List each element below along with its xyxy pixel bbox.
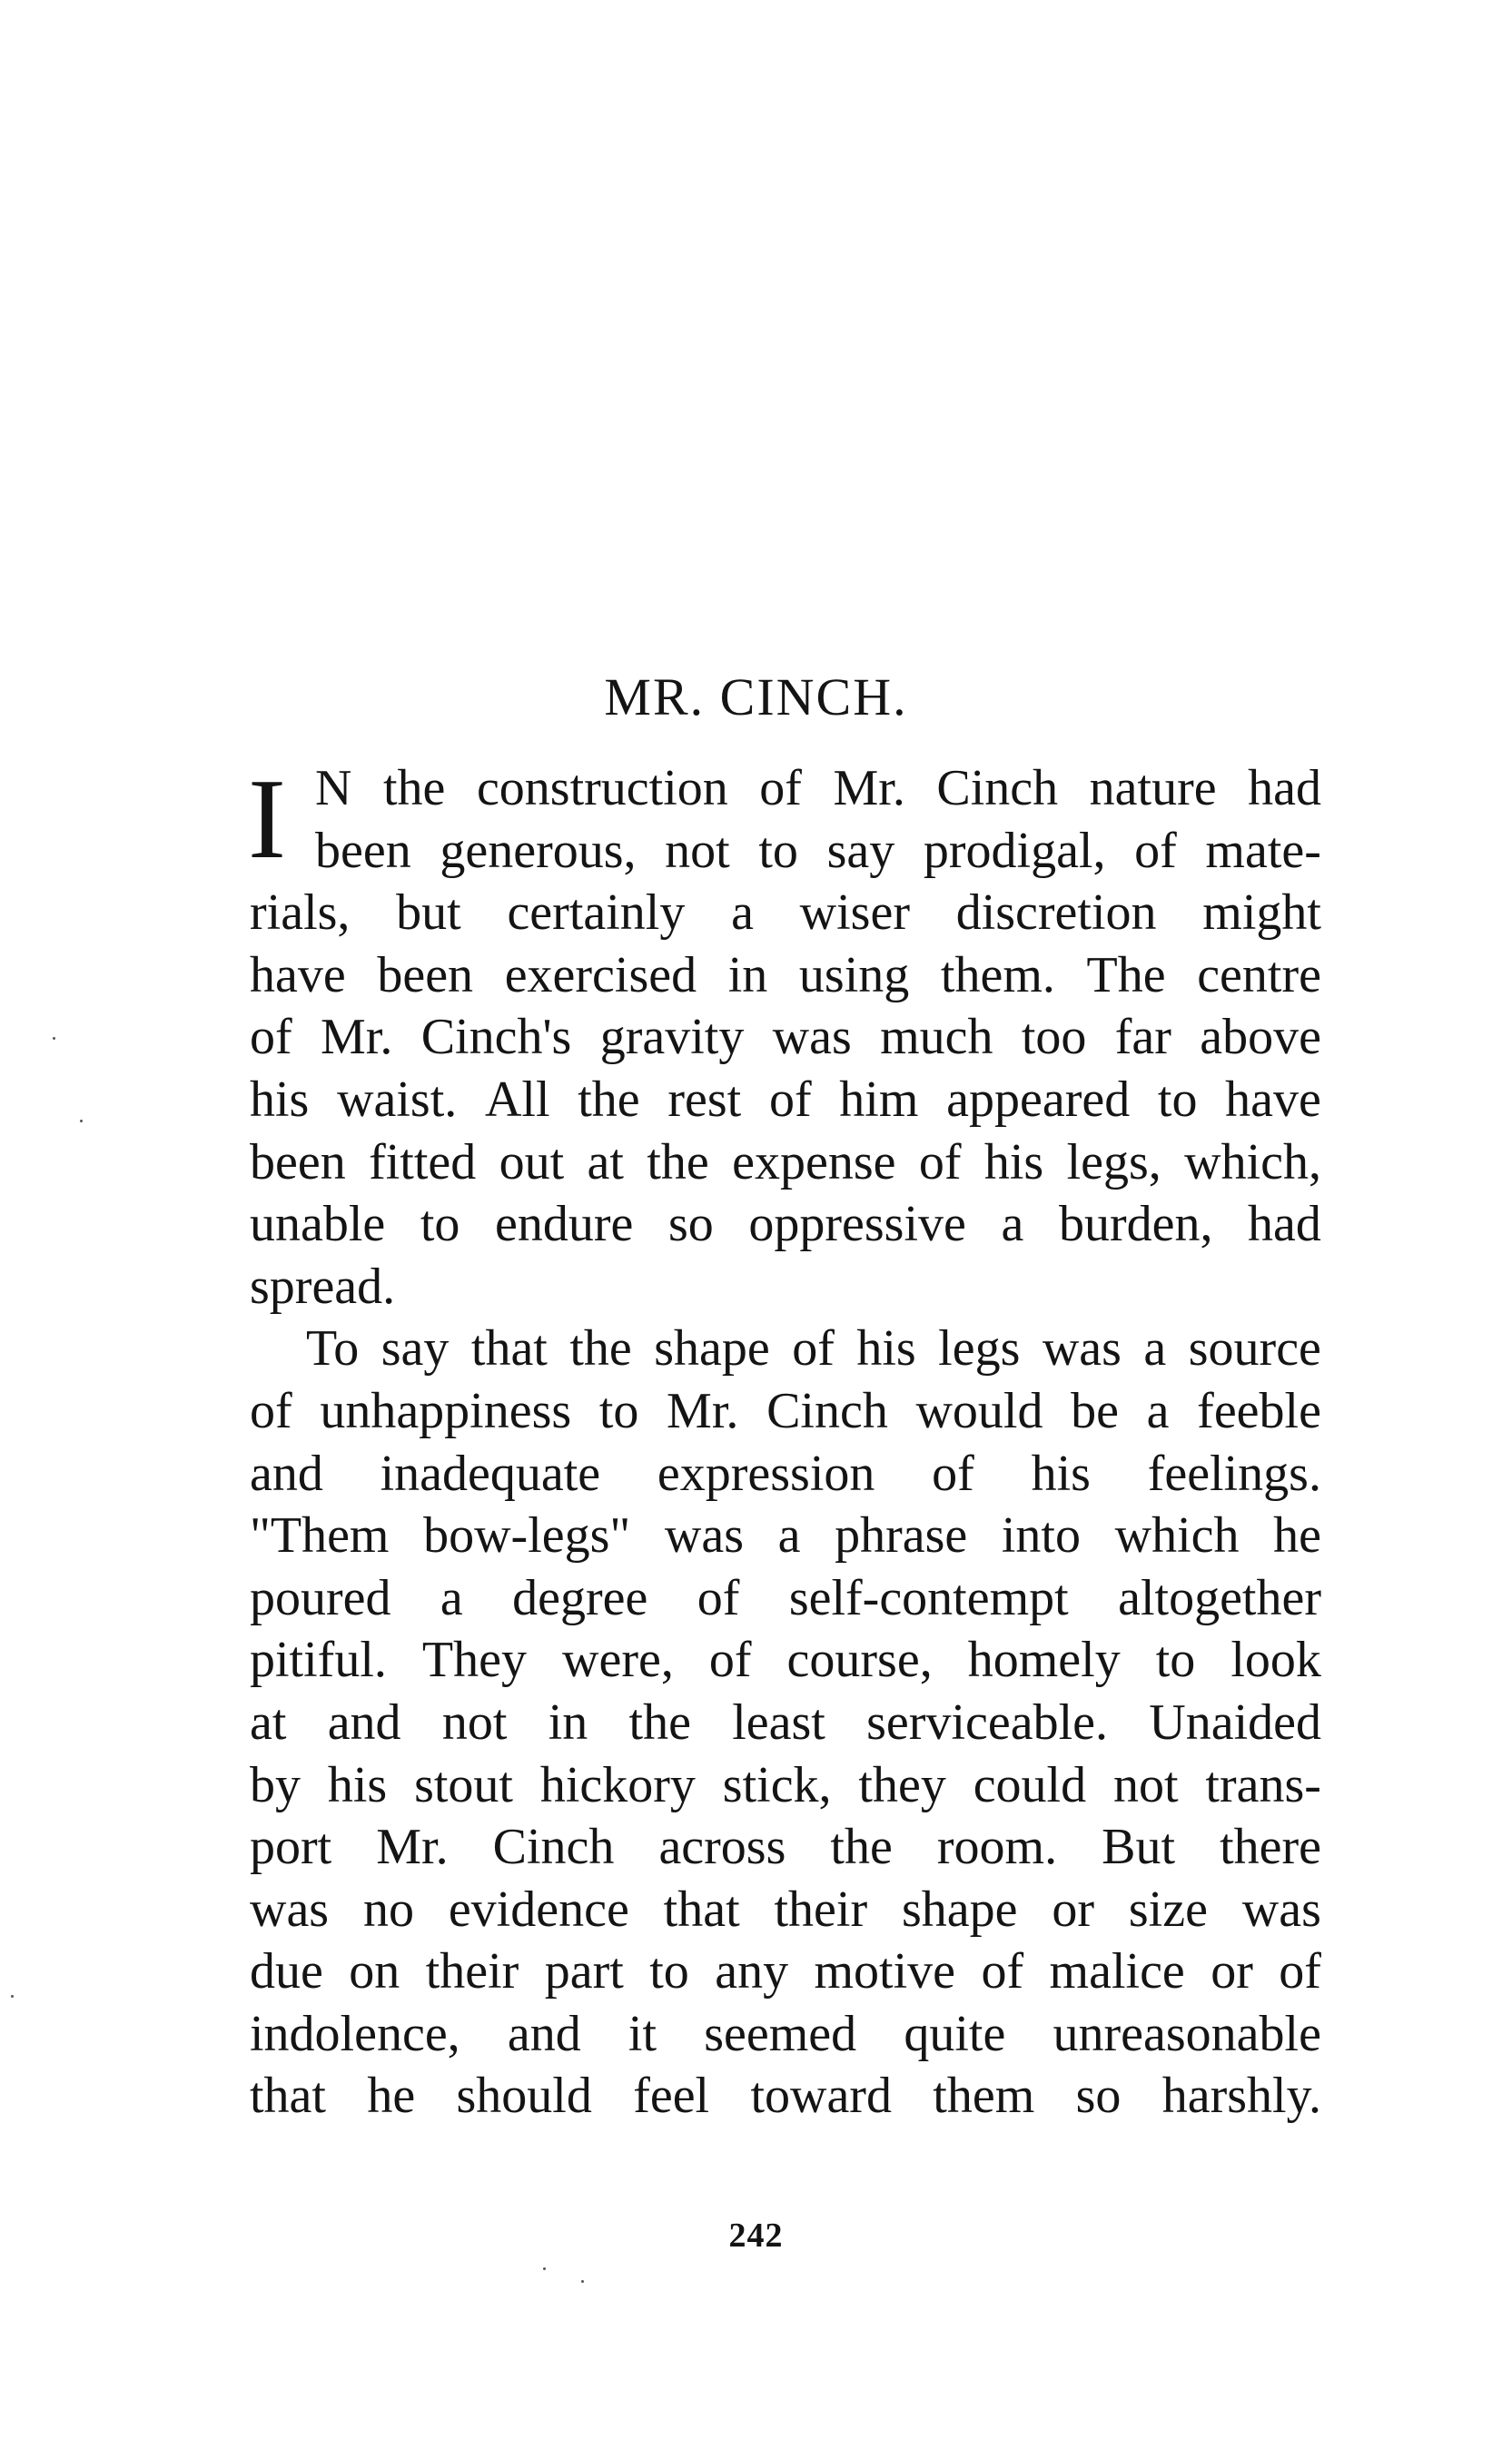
- text-line: and inadequate expression of his feelings.: [250, 1445, 1321, 1502]
- text-line: spread.: [250, 1258, 396, 1315]
- paper-speck: [543, 2267, 546, 2270]
- text-line: have been exercised in using them. The centre: [250, 946, 1321, 1003]
- text-line: of unhappiness to Mr. Cinch would be a feeble: [250, 1382, 1321, 1439]
- text-line: "Them bow-legs" was a phrase into which he: [250, 1507, 1321, 1565]
- page-number: 242: [728, 2217, 784, 2255]
- drop-cap: I: [248, 756, 286, 883]
- text-line: poured a degree of self-contempt altogether: [250, 1569, 1321, 1626]
- paper-speck: [80, 1120, 83, 1122]
- chapter-title: MR. CINCH.: [604, 667, 908, 726]
- text-line: rials, but certainly a wiser discretion might: [250, 884, 1321, 942]
- text-line: port Mr. Cinch across the room. But there: [250, 1819, 1321, 1876]
- text-line: of Mr. Cinch's gravity was much too far above: [250, 1009, 1321, 1066]
- text-line: his waist. All the rest of him appeared to have: [250, 1071, 1321, 1128]
- paper-speck: [11, 1995, 14, 1998]
- text-line: indolence, and it seemed quite unreasonable: [250, 2005, 1321, 2062]
- text-line: that he should feel toward them so harshly.: [250, 2068, 1321, 2125]
- text-line: was no evidence that their shape or size was: [250, 1881, 1321, 1938]
- text-line: pitiful. They were, of course, homely to look: [250, 1632, 1321, 1689]
- paper-speck: [53, 1037, 55, 1040]
- text-line: N the construction of Mr. Cinch nature had: [315, 760, 1321, 816]
- text-line: been fitted out at the expense of his legs, which,: [250, 1133, 1321, 1190]
- text-line: unable to endure so oppressive a burden, had: [250, 1196, 1321, 1253]
- text-line: due on their part to any motive of malice or of: [250, 1943, 1321, 2000]
- body-text: [250, 757, 1321, 2128]
- paper-speck: [581, 2280, 584, 2283]
- text-line: at and not in the least serviceable. Unaided: [250, 1694, 1321, 1751]
- text-line: by his stout hickory stick, they could not trans-: [250, 1756, 1321, 1813]
- paragraph-1: [250, 757, 1321, 1318]
- paragraph-2: [250, 1318, 1321, 2128]
- text-line: To say that the shape of his legs was a source: [306, 1320, 1321, 1378]
- text-line: been generous, not to say prodigal, of mate-: [315, 822, 1321, 879]
